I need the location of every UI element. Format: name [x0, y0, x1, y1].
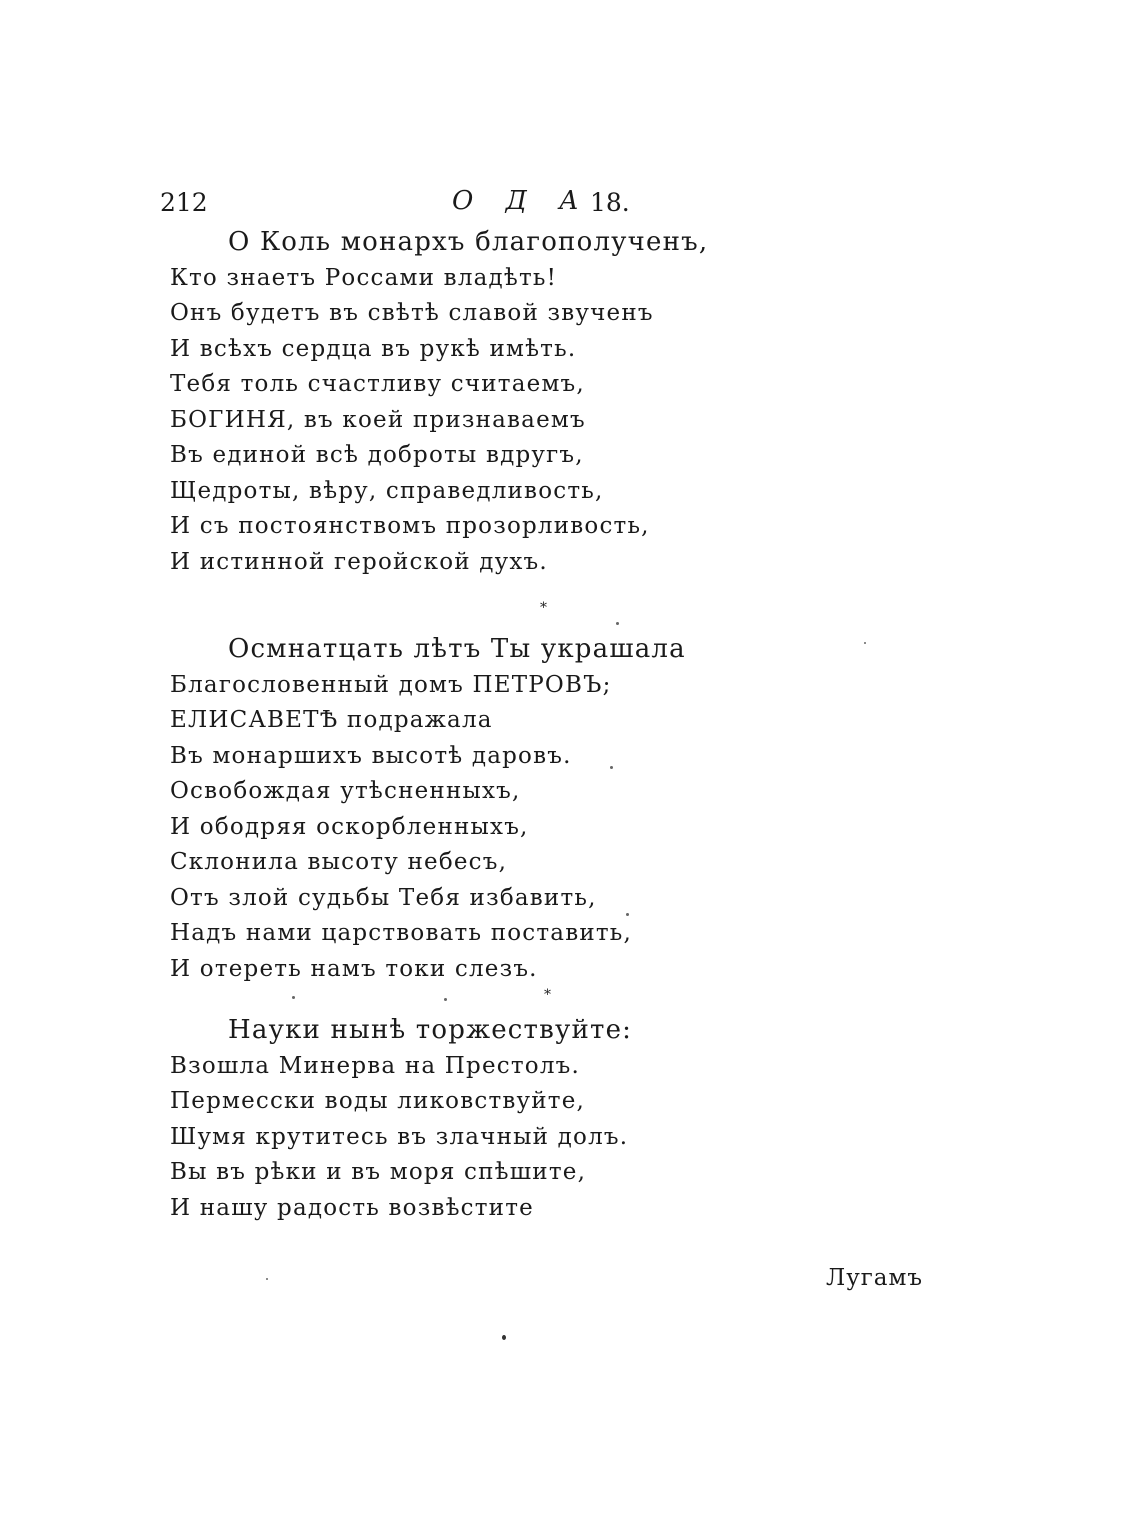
verse-line: И всѣхъ сердца въ рукѣ имѣть. [170, 335, 577, 362]
verse-line: И нашу радость возвѣстите [170, 1194, 534, 1221]
verse-line: Благословенный домъ ПЕТРОВЪ; [170, 671, 612, 698]
verse-line: Склонила высоту небесъ, [170, 849, 508, 875]
verse-line: Освобождая утѣсненныхъ, [170, 778, 521, 804]
verse-line: И отереть намъ токи слезъ. [170, 955, 538, 982]
page-number: 212 [160, 188, 208, 217]
stanza-2 [170, 632, 730, 987]
stanza-separator: * [544, 987, 551, 1003]
verse-line: Осмнатцать лѣтъ Ты украшала [228, 634, 686, 664]
scan-speck [292, 996, 295, 999]
verse-line: Вы въ рѣки и въ моря спѣшите, [170, 1159, 587, 1185]
scan-speck [626, 913, 629, 916]
verse-line: И съ постоянствомъ прозорливость, [170, 513, 650, 539]
running-title: О Д А [452, 186, 591, 216]
ode-number: 18. [590, 188, 630, 217]
verse-line: Щедроты, вѣру, справедливость, [170, 477, 604, 504]
verse-line: Онъ будетъ въ свѣтѣ славой звученъ [170, 300, 654, 326]
verse-line: Науки нынѣ торжествуйте: [228, 1015, 633, 1045]
verse-line: И ободряя оскорбленныхъ, [170, 813, 529, 840]
verse-line: БОГИНЯ, въ коей признаваемъ [170, 406, 586, 433]
verse-line: Взошла Минерва на Престолъ. [170, 1052, 580, 1079]
scan-speck [502, 1335, 506, 1340]
scan-speck [266, 1278, 268, 1280]
verse-line: Въ единой всѣ доброты вдругъ, [170, 442, 584, 468]
stanza-1 [170, 225, 730, 580]
catchword: Лугамъ [826, 1265, 924, 1291]
verse-line: Въ монаршихъ высотѣ даровъ. [170, 742, 572, 769]
verse-line: Надъ нами царствовать поставить, [170, 920, 633, 946]
verse-line: О Коль монархъ благополученъ, [228, 227, 709, 257]
scan-speck [864, 642, 866, 644]
verse-line: ЕЛИСАВЕТѢ подражала [170, 707, 493, 733]
verse-line: Кто знаетъ Россами владѣть! [170, 264, 558, 291]
verse-line: И истинной геройской духъ. [170, 548, 548, 575]
scan-speck [610, 766, 613, 769]
stanza-3 [170, 1013, 730, 1226]
verse-line: Шумя крутитесь въ злачный долъ. [170, 1123, 629, 1150]
verse-line: Тебя толь счастливу считаемъ, [170, 371, 585, 397]
scan-speck [444, 998, 447, 1001]
stanza-separator: * [540, 600, 547, 616]
scan-speck [616, 622, 619, 625]
verse-line: Отъ злой судьбы Тебя избавить, [170, 884, 597, 911]
verse-line: Пермесски воды ликовствуйте, [170, 1088, 586, 1114]
